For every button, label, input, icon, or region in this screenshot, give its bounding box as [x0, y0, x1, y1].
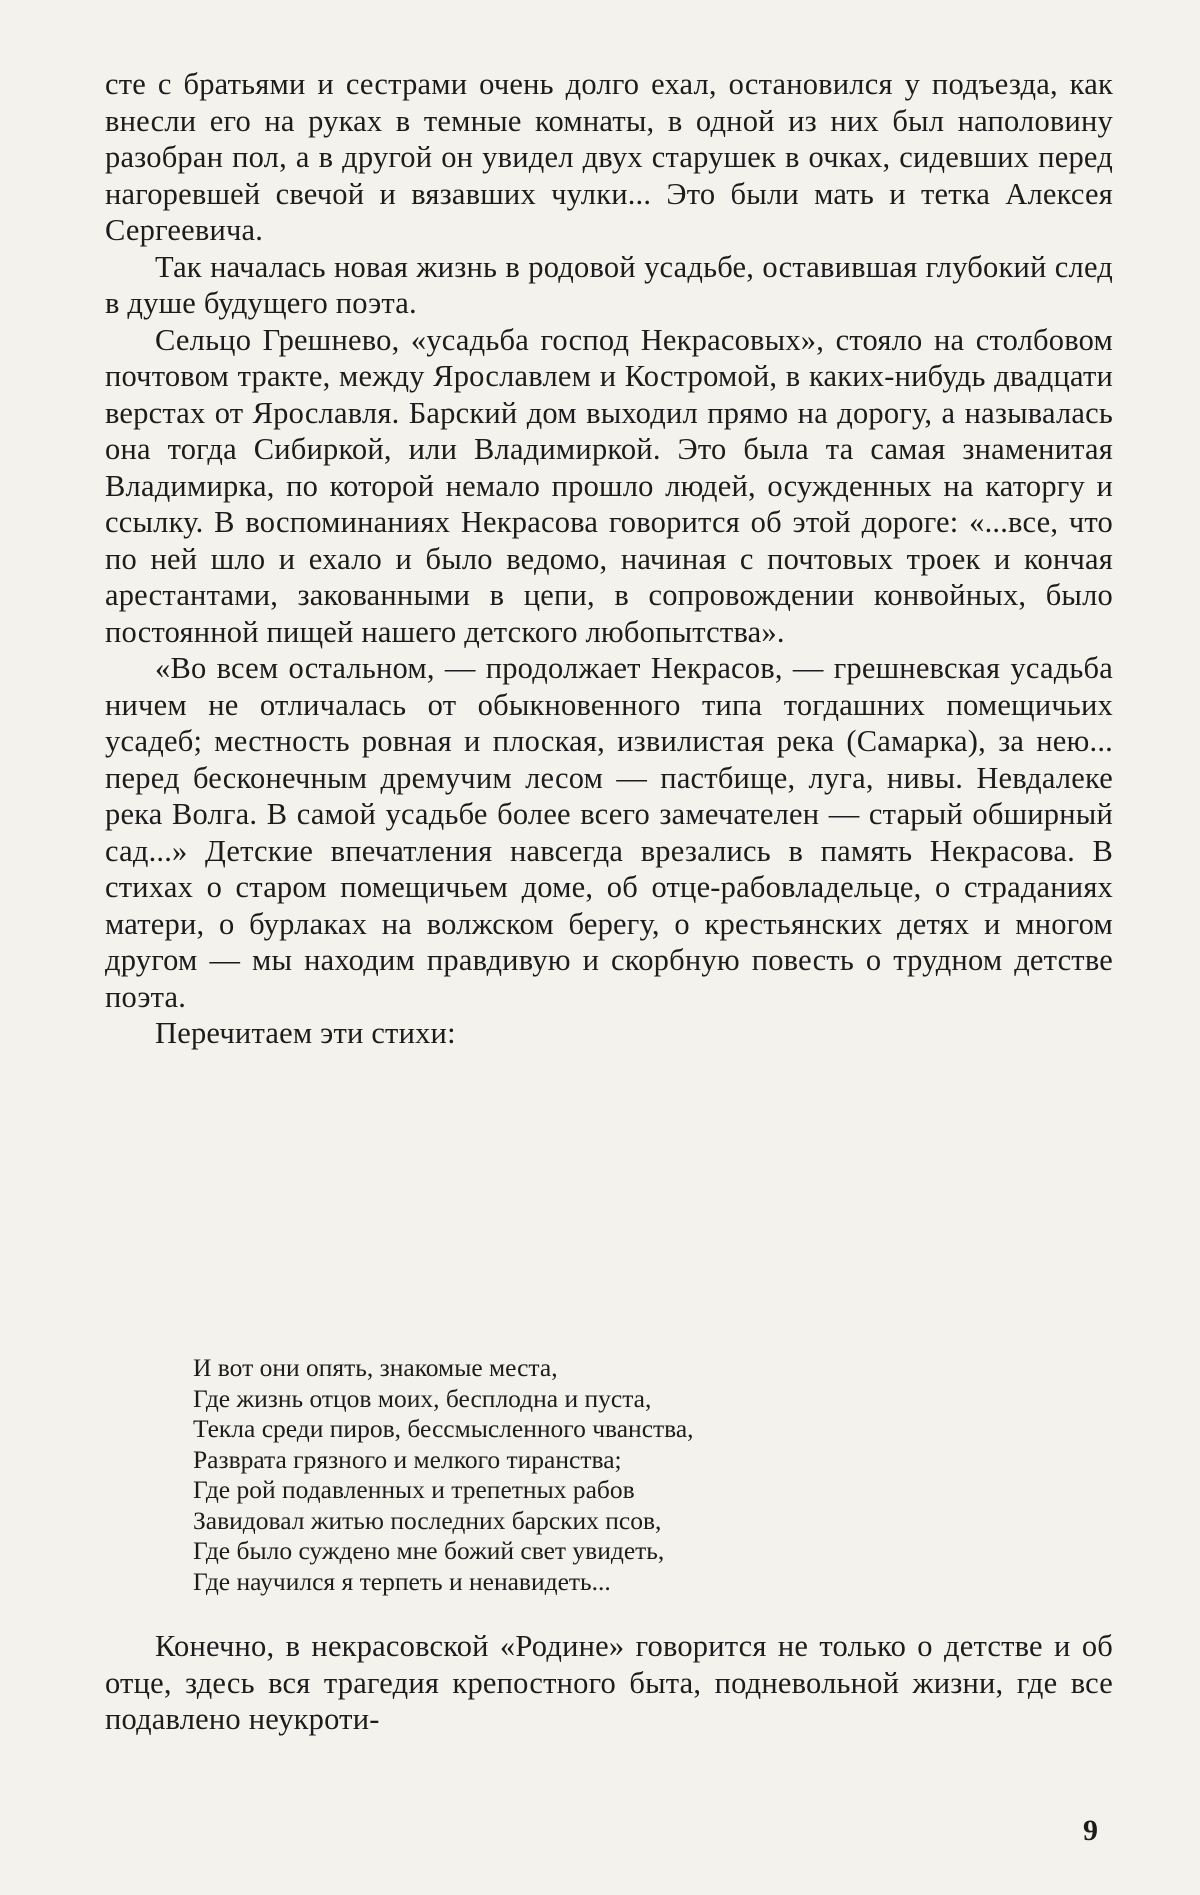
main-text-block [105, 66, 1113, 1052]
poem-line: Завидовал житью последних барских псов, [193, 1505, 662, 1535]
poem-line: Где было суждено мне божий свет увидеть, [193, 1536, 665, 1565]
poem-line: Где жизнь отцов моих, бесплодна и пуста, [193, 1383, 652, 1413]
paragraph-continuation: сте с братьями и сестрами очень долго ехал, остановился у подъезда, как внесли его на руках в темные комнаты, в одной из них был наполовину разобран пол, а в другой он увидел двух старушек в очках, сидевших перед нагоревшей свечой и вязавших чулки... Это были мать и тетка Алексея Сергеевича. [105, 67, 1113, 247]
paragraph-reread-verses: Перечитаем эти стихи: [155, 1016, 456, 1050]
poem-line: Текла среди пиров, бессмысленного чванства, [193, 1414, 694, 1443]
page-number: 9 [1083, 1814, 1098, 1847]
paragraph-greshnevo: Сельцо Грешнево, «усадьба господ Некрасовых», стояло на столбовом почтовом тракте, между Ярославлем и Костромой, в каких-нибудь двадцати верстах от Ярославля. Барский дом выходил прямо на дорогу, а называлась она тогда Сибиркой, или Владимиркой. Это была та самая знаменитая Владимирка, по которой немало прошло людей, осужденных на каторгу и ссылку. В воспоминаниях Некрасова говорится об этой дороге: «...все, что по ней шло и ехало и было ведомо, начиная с почтовых троек и кончая арестантами, закованными в цепи, в сопровождении конвойных, было постоянной пищей нашего детского любопытства». [105, 322, 1113, 649]
paragraph-rodina: Конечно, в некрасовской «Родине» говорится не только о детстве и об отце, здесь вся трагедия крепостного быта, подневольной жизни, где все подавлено неукроти- [105, 1629, 1113, 1736]
poem-line: И вот они опять, знакомые места, [193, 1353, 558, 1382]
closing-text-block [105, 1628, 1113, 1738]
poem-line: Где рой подавленных и трепетных рабов [193, 1475, 635, 1504]
paragraph-quote-nekrasov: «Во всем остальном, — продолжает Некрасов, — грешневская усадьба ничем не отличалась от обыкновенного типа тогдашних помещичьих усадеб; местность ровная и плоская, извилистая река (Самарка), за нею... перед бесконечным дремучим лесом — пастбище, луга, нивы. Невдалеке река Волга. В самой усадьбе более всего замечателен — старый обширный сад...» Детские впечатления навсегда врезались в память Некрасова. В стихах о старом помещичьем доме, об отце-рабовладельце, о страданиях матери, о бурлаках на волжском берегу, о крестьянских детях и многом другом — мы находим правдивую и скорбную повесть о трудном детстве поэта. [105, 651, 1113, 1014]
poem-excerpt [193, 1353, 953, 1597]
poem-line: Где научился я терпеть и ненавидеть... [193, 1566, 611, 1596]
paragraph-new-life: Так началась новая жизнь в родовой усадьбе, оставившая глубокий след в душе будущего поэта. [105, 249, 1113, 320]
poem-line: Разврата грязного и мелкого тиранства; [193, 1444, 622, 1474]
